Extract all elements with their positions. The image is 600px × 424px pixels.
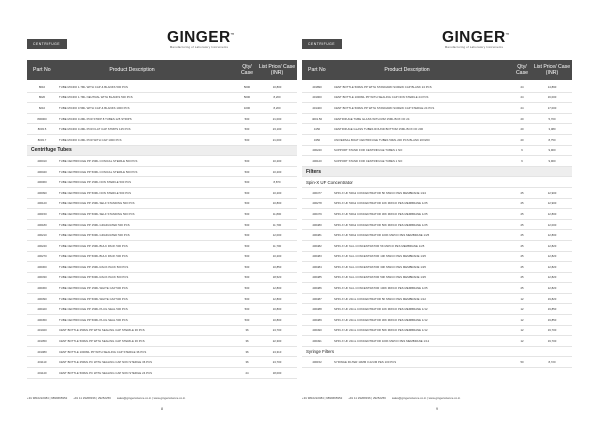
list-price: 24,700	[272, 328, 282, 333]
qty-per-case: 25	[520, 275, 524, 280]
list-price: 10,800	[272, 84, 282, 89]
part-number: 400488	[312, 307, 322, 312]
table-row	[302, 230, 572, 241]
catalog-page-left	[27, 14, 297, 412]
product-description: SPIN-X UF 20mL CONCENTRATOR 50K MWCO PES MEMBRANE 1/12	[334, 328, 428, 333]
part-number: 400487	[312, 296, 322, 301]
product-description: TUBE CENTRIFUGE PP 15ML RACK PACK 500 PCS	[59, 264, 129, 269]
table-row	[27, 199, 297, 210]
table-row	[27, 347, 297, 358]
product-description: SPIN-X UF 500ul CONCENTRATOR 30K MWCO PES MEMBRANE 1/25	[334, 211, 428, 216]
qty-per-case: 20	[520, 116, 524, 121]
product-description: SUPPORT STAND FOR CENTRIFUGE TUBES 1 NO	[334, 158, 403, 163]
product-description: UNIVERSAL BOAT CENTRIFUGE TUBES 50ML 200 PCS BLANK 20X200	[334, 137, 430, 142]
product-description: TUBE MICRO 0.5ML WITH CAP & BLANKS 1000 PCS	[59, 105, 130, 110]
part-number: 800000	[37, 116, 47, 121]
table-row	[27, 294, 297, 305]
product-description: TUBE CENTRIFUGE PP 15ML WHITE CAP 500 PCS	[59, 286, 128, 291]
list-price: 11,700	[272, 222, 282, 227]
qty-per-case: 25	[520, 201, 524, 206]
product-description: SPIN-X UF 500ul CONCENTRATOR 100K MWCO PES MEMBRANE 1/25	[334, 233, 430, 238]
part-number: 400390	[37, 296, 47, 301]
part-number: 400484	[312, 264, 322, 269]
list-price: 10,850	[272, 264, 282, 269]
table-header	[302, 60, 572, 80]
product-description: TUBE CENTRIFUGE PP 15ML NON STERILE 500 PCS	[59, 180, 132, 185]
qty-per-case: 12	[520, 296, 524, 301]
table-row	[27, 262, 297, 273]
qty-per-case: 24	[520, 84, 524, 89]
qty-per-case: 6	[521, 148, 523, 153]
table-row	[27, 252, 297, 263]
product-description: SPIN-X UF 500ul CONCENTRATOR 10K MWCO PES MEMBRANE 1/25	[334, 201, 428, 206]
qty-per-case: 24	[245, 370, 249, 375]
qty-per-case: 500	[244, 190, 250, 195]
part-number: 400477	[312, 190, 322, 195]
qty-per-case: 500	[244, 286, 250, 291]
table-row	[302, 304, 572, 315]
subsection-heading	[302, 177, 572, 188]
list-price: 12,900	[547, 201, 557, 206]
table-row	[302, 93, 572, 104]
list-price: 17,000	[547, 105, 557, 110]
table-row	[302, 315, 572, 326]
product-description: TUBE CENTRIFUGE PP 15ML CONICAL STERILE 500 PCS	[59, 158, 138, 163]
list-price: 21,000	[272, 116, 282, 121]
part-number: 400180	[37, 222, 47, 227]
qty-per-case: 500	[244, 158, 250, 163]
part-number: 400481	[312, 233, 322, 238]
part-number: 400330	[37, 275, 47, 280]
list-price: 12,800	[547, 233, 557, 238]
qty-per-case: 5000	[243, 95, 251, 100]
section-label: Syringe Filters	[306, 349, 335, 355]
product-description: SPIN-X UF 20mL CONCENTRATOR 5K MWCO PES MEMBRANE 1/12	[334, 296, 426, 301]
table-row	[27, 114, 297, 125]
qty-per-case: 500	[244, 222, 250, 227]
product-description: TUBE MICRO 1.7ML NEUTRAL WITH BLANKS 500 PCS	[59, 95, 133, 100]
part-number: 4001.50	[311, 116, 323, 121]
table-row	[27, 273, 297, 284]
list-price: 10,200	[272, 169, 282, 174]
list-price: 12,000	[547, 222, 557, 227]
part-number: 401080	[37, 349, 47, 354]
part-number: 400010	[37, 158, 47, 163]
product-description: TUBE CENTRIFUGE PP 15ML GRADUATED 500 PCS	[59, 222, 130, 227]
product-table	[27, 82, 297, 379]
qty-per-case: 25	[520, 243, 524, 248]
product-description: CENT BOTTLE 500ML PP WITH STANDARD SCREW CAP BLANK 24 PCS	[334, 84, 432, 89]
brand-name: GINGER™	[442, 29, 510, 47]
contact-email: sales@gingerscience.co.in | www.gingerscience.co.in	[116, 396, 186, 400]
part-number: 401890	[312, 84, 322, 89]
qty-per-case: 50	[520, 360, 524, 365]
list-price: 19,700	[547, 339, 557, 344]
qty-per-case: 12	[520, 307, 524, 312]
list-price: 8,200	[273, 105, 281, 110]
product-description: TUBE CENTRIFUGE PP 15ML BULK PACK 500 PCS	[59, 243, 128, 248]
product-description: TUBE CENTRIFUGE PP 50ML CONICAL STERILE 500 PCS	[59, 169, 138, 174]
part-number: 401400	[312, 105, 322, 110]
qty-per-case: 500	[244, 211, 250, 216]
part-number: 400120	[37, 201, 47, 206]
list-price: 12,800	[547, 211, 557, 216]
qty-per-case: 25	[520, 286, 524, 291]
page-footer	[302, 394, 572, 402]
part-number: 400278	[312, 201, 322, 206]
header-part-no: Part No	[308, 67, 326, 73]
phone-mobile: +91 9810222084 | 9899665952	[27, 396, 68, 400]
list-price: 12,820	[547, 286, 557, 291]
list-price: 12,820	[547, 264, 557, 269]
qty-per-case: 1000	[243, 105, 251, 110]
product-description: TUBE CENTRIFUGE PP 15ML PLUG SEAL 500 PCS	[59, 307, 128, 312]
section-tag: CENTRIFUGE	[27, 39, 67, 49]
part-number: 400270	[37, 254, 47, 259]
list-price: 24,700	[272, 360, 282, 365]
list-price: 16,000	[547, 95, 557, 100]
table-row	[27, 315, 297, 326]
page-number: 8	[160, 406, 164, 411]
qty-per-case: 500	[244, 116, 250, 121]
product-description: SPIN-X UF 6mL CONCENTRATOR 5K MWCO PES MEMBRANE 1/25	[334, 243, 425, 248]
product-description: SPIN-X UF 6mL CONCENTRATOR 50K MWCO PES MEMBRANE 1/25	[334, 275, 426, 280]
table-row	[27, 177, 297, 188]
product-description: TUBE CENTRIFUGE PP 50ML PLUG SEAL 500 PCS	[59, 317, 128, 322]
list-price: 12,000	[272, 233, 282, 238]
part-number: 400420	[37, 307, 47, 312]
list-price: 18,000	[272, 370, 282, 375]
list-price: 8,200	[273, 95, 281, 100]
part-number: 4350	[313, 137, 321, 142]
section-label: Spin-X UF Concentrator	[306, 179, 353, 185]
table-row	[27, 241, 297, 252]
qty-per-case: 36	[245, 339, 249, 344]
product-description: TUBE MICRO 0.2ML PCR FLAT CAP STRIPS 125 PCS	[59, 127, 131, 132]
part-number: 400480	[312, 222, 322, 227]
product-description: TUBE CENTRIFUGE PP 50ML WHITE CAP 500 PCS	[59, 296, 128, 301]
list-price: 9,900	[548, 148, 556, 153]
catalog-page-right	[302, 14, 572, 412]
table-row	[27, 230, 297, 241]
part-number: 8610	[38, 84, 46, 89]
part-number: 400490	[312, 328, 322, 333]
qty-per-case: 6	[521, 158, 523, 163]
list-price: 12,820	[547, 254, 557, 259]
qty-per-case: 36	[245, 328, 249, 333]
part-number: 400060	[37, 180, 47, 185]
header-part-no: Part No	[33, 67, 51, 73]
product-description: SPIN-X UF 20mL CONCENTRATOR 10K MWCO PES MEMBRANE 1/12	[334, 307, 428, 312]
qty-per-case: 25	[520, 222, 524, 227]
list-price: 12,820	[547, 275, 557, 280]
qty-per-case: 12	[520, 339, 524, 344]
product-description: CENT BOTTLE 250ML PP WITH SEALING CAP STERILE 36 PCS	[59, 328, 145, 333]
qty-per-case: 500	[244, 233, 250, 238]
part-number: 400486	[312, 286, 322, 291]
list-price: 8,870	[273, 180, 281, 185]
part-number: 400450	[37, 317, 47, 322]
table-row	[27, 103, 297, 114]
qty-per-case: 500	[244, 180, 250, 185]
section-heading	[302, 167, 572, 178]
table-header	[27, 60, 297, 80]
table-row	[302, 114, 572, 125]
list-price: 23,100	[272, 127, 282, 132]
part-number: 400210	[37, 233, 47, 238]
product-description: TUBE CENTRIFUGE PP 50ML NON STERILE 500 PCS	[59, 190, 132, 195]
list-price: 19,850	[547, 307, 557, 312]
product-description: SPIN-X UF 20mL CONCENTRATOR 30K MWCO PES MEMBRANE 1/12	[334, 317, 428, 322]
table-row	[27, 135, 297, 146]
table-row	[302, 283, 572, 294]
part-number: 400360	[37, 286, 47, 291]
product-description: TUBE CENTRIFUGE PP 50ML GRADUATED 500 PCS	[59, 233, 130, 238]
part-number: 400491	[312, 339, 322, 344]
list-price: 19,700	[547, 328, 557, 333]
table-row	[27, 304, 297, 315]
product-description: TUBE CENTRIFUGE PP 50ML BULK PACK 500 PCS	[59, 254, 128, 259]
part-number: 400489	[312, 317, 322, 322]
list-price: 9,900	[548, 158, 556, 163]
qty-per-case: 500	[244, 296, 250, 301]
part-number: 401900	[312, 95, 322, 100]
part-number: 400483	[312, 254, 322, 259]
table-row	[302, 220, 572, 231]
qty-per-case: 24	[520, 105, 524, 110]
table-row	[27, 188, 297, 199]
product-description: TUBE CENTRIFUGE PP 15ML SELF STANDING 500 PCS	[59, 201, 135, 206]
part-number: 8003.5	[37, 127, 47, 132]
qty-per-case: 25	[520, 264, 524, 269]
product-description: SYRINGE FILTER 13MM 0.22UM PES 100 PCS	[334, 360, 397, 365]
table-row	[27, 209, 297, 220]
list-price: 12,800	[272, 286, 282, 291]
table-row	[302, 199, 572, 210]
page-footer	[27, 394, 297, 402]
qty-per-case: 36	[245, 349, 249, 354]
list-price: 10,800	[272, 317, 282, 322]
table-row	[302, 124, 572, 135]
list-price: 11,700	[272, 243, 282, 248]
table-row	[302, 273, 572, 284]
table-row	[27, 220, 297, 231]
part-number: 401110	[37, 360, 47, 365]
header-qty: Qty/ Case	[515, 64, 529, 76]
phone-landline: +91 11 29268336 | 29252256	[73, 396, 111, 400]
product-description: TUBE CENTRIFUGE PP 50ML RACK PACK 500 PCS	[59, 275, 129, 280]
section-tag: CENTRIFUGE	[302, 39, 342, 49]
list-price: 10,200	[272, 190, 282, 195]
brand-logo	[167, 27, 235, 50]
section-label: Centrifuge Tubes	[31, 147, 72, 154]
qty-per-case: 12	[520, 317, 524, 322]
qty-per-case: 500	[244, 264, 250, 269]
section-label: Filters	[306, 168, 322, 175]
header-price: List Price/ Case (INR)	[258, 64, 296, 76]
table-row	[302, 156, 572, 167]
qty-per-case: 24	[520, 95, 524, 100]
list-price: 21,000	[272, 137, 282, 142]
list-price: 10,800	[272, 201, 282, 206]
table-row	[27, 124, 297, 135]
qty-per-case: 20	[520, 137, 524, 142]
qty-per-case: 20	[520, 127, 524, 132]
page-number: 9	[435, 406, 439, 411]
part-number: 400150	[37, 211, 47, 216]
phone-mobile: +91 9810222084 | 9899665952	[302, 396, 343, 400]
part-number: 401050	[37, 339, 47, 344]
list-price: 14,890	[547, 84, 557, 89]
part-number: 401140	[37, 370, 47, 375]
table-row	[302, 103, 572, 114]
list-price: 19,850	[547, 317, 557, 322]
table-row	[302, 262, 572, 273]
qty-per-case: 5000	[243, 84, 251, 89]
table-row	[27, 93, 297, 104]
product-description: CENTRIFUGE TUBE GLASS WITH RIM 15ML BOX OF 24	[334, 116, 410, 121]
list-price: 5,700	[548, 116, 556, 121]
part-number: 400485	[312, 275, 322, 280]
table-row	[302, 336, 572, 347]
table-row	[302, 252, 572, 263]
list-price: 3,080	[548, 127, 556, 132]
table-row	[302, 209, 572, 220]
list-price: 10,200	[272, 254, 282, 259]
product-description: CENT BOTTLE 1000ML PP WITH SEALING CAP NON STERILE 24 PCS	[334, 95, 429, 100]
subsection-heading	[302, 347, 572, 358]
part-number: 400090	[37, 190, 47, 195]
table-row	[302, 188, 572, 199]
list-price: 8,720	[548, 360, 556, 365]
qty-per-case: 25	[520, 254, 524, 259]
phone-landline: +91 11 29268336 | 29252256	[348, 396, 386, 400]
contact-email: sales@gingerscience.co.in | www.gingerscience.co.in	[391, 396, 461, 400]
product-description: SPIN-X UF 6mL CONCENTRATOR 10K MWCO PES MEMBRANE 1/25	[334, 254, 426, 259]
part-number: 400482	[312, 243, 322, 248]
qty-per-case: 500	[244, 201, 250, 206]
brand-tagline: Manufacturing of Laboratory Instruments	[444, 45, 504, 50]
product-description: CENTRIFUGE GLASS TUBES ROUND BOTTOM 15ML BOX OF 200	[334, 127, 424, 132]
product-table	[302, 82, 572, 368]
part-number: 400152	[312, 360, 322, 365]
qty-per-case: 500	[244, 275, 250, 280]
qty-per-case: 12	[520, 328, 524, 333]
list-price: 12,900	[547, 190, 557, 195]
list-price: 12,800	[272, 296, 282, 301]
qty-per-case: 500	[244, 243, 250, 248]
table-row	[27, 283, 297, 294]
qty-per-case: 25	[520, 233, 524, 238]
table-row	[302, 357, 572, 368]
qty-per-case: 500	[244, 307, 250, 312]
table-row	[27, 156, 297, 167]
table-row	[27, 167, 297, 178]
part-number: 400300	[37, 264, 47, 269]
product-description: CENT BOTTLE 500ML PP WITH STANDARD SCREW CAP STERILE 24 PCS	[334, 105, 435, 110]
part-number: 8003.7	[37, 137, 47, 142]
header-description: Product Description	[109, 67, 155, 73]
table-row	[302, 82, 572, 93]
product-description: CENT BOTTLE 500ML PC WITH SEALING CAP NON STERILE 24 PCS	[59, 370, 153, 375]
table-row	[27, 357, 297, 368]
list-price: 8,750	[548, 137, 556, 142]
list-price: 18,520	[272, 275, 282, 280]
list-price: 24,310	[272, 349, 282, 354]
qty-per-case: 500	[244, 254, 250, 259]
part-number: 4150	[313, 127, 321, 132]
product-description: TUBE MICRO 0.2ML PCR STRIP 8 TUBES 125 STRIPS	[59, 116, 132, 121]
part-number: 400240	[312, 148, 322, 153]
table-row	[302, 294, 572, 305]
header-price: List Price/ Case (INR)	[533, 64, 571, 76]
header-description: Product Description	[384, 67, 430, 73]
table-row	[302, 241, 572, 252]
list-price: 22,300	[272, 339, 282, 344]
part-number: 8210	[38, 105, 46, 110]
product-description: SPIN-X UF 500ul CONCENTRATOR 50K MWCO PES MEMBRANE 1/25	[334, 222, 428, 227]
part-number: 8620	[38, 95, 46, 100]
product-description: CENT BOTTLE 1000ML PP WITH SEALING CAP STERILE 36 PCS	[59, 349, 147, 354]
list-price: 11,800	[272, 211, 282, 216]
product-description: TUBE CENTRIFUGE PP 50ML SELF STANDING 500 PCS	[59, 211, 135, 216]
table-row	[27, 326, 297, 337]
product-description: SPIN-X UF 500ul CONCENTRATOR 5K MWCO PES MEMBRANE 1/24	[334, 190, 426, 195]
product-description: CENT BOTTLE 250ML PC WITH SEALING CAP NON STERILE 36 PCS	[59, 360, 153, 365]
qty-per-case: 500	[244, 317, 250, 322]
table-row	[27, 336, 297, 347]
qty-per-case: 36	[245, 360, 249, 365]
list-price: 10,800	[272, 307, 282, 312]
table-row	[302, 135, 572, 146]
part-number: 400120	[312, 158, 322, 163]
part-number: 401020	[37, 328, 47, 333]
table-row	[27, 82, 297, 93]
product-description: TUBE MICRO 0.2ML PCR WITH CAP 1000 PCS	[59, 137, 122, 142]
list-price: 10,200	[272, 158, 282, 163]
part-number: 400240	[37, 243, 47, 248]
brand-name: GINGER™	[167, 29, 235, 47]
section-heading	[27, 146, 297, 157]
product-description: SPIN-X UF 20mL CONCENTRATOR 100K MWCO PES MEMBRANE 1/12	[334, 339, 430, 344]
product-description: SPIN-X UF 6mL CONCENTRATOR 30K MWCO PES MEMBRANE 1/25	[334, 264, 426, 269]
list-price: 19,820	[547, 296, 557, 301]
table-row	[302, 326, 572, 337]
list-price: 12,820	[547, 243, 557, 248]
product-description: TUBE MICRO 1.7ML WITH CAP & BLANKS 500 PCS	[59, 84, 128, 89]
brand-logo	[442, 27, 510, 50]
product-description: CENT BOTTLE 500ML PP WITH SEALING CAP STERILE 36 PCS	[59, 339, 145, 344]
part-number: 400040	[37, 169, 47, 174]
table-row	[27, 368, 297, 379]
qty-per-case: 500	[244, 169, 250, 174]
qty-per-case: 500	[244, 137, 250, 142]
header-qty: Qty/ Case	[240, 64, 254, 76]
qty-per-case: 25	[520, 211, 524, 216]
product-description: SPIN-X UF 6mL CONCENTRATOR 100K MWCO PES MEMBRANE 1/25	[334, 286, 428, 291]
table-row	[302, 146, 572, 157]
qty-per-case: 25	[520, 190, 524, 195]
part-number: 400479	[312, 211, 322, 216]
product-description: SUPPORT STAND FOR CENTRIFUGE TUBES 1 NO	[334, 148, 403, 153]
brand-tagline: Manufacturing of Laboratory Instruments	[169, 45, 229, 50]
qty-per-case: 500	[244, 127, 250, 132]
